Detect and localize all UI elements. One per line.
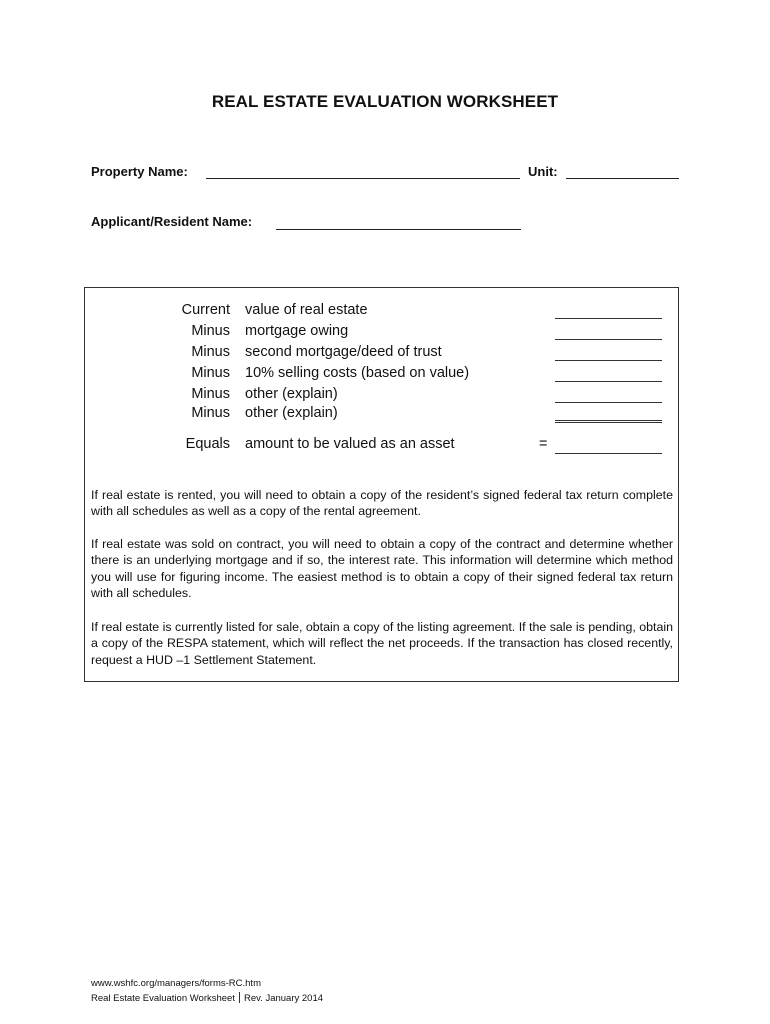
- current-value-field[interactable]: [555, 318, 662, 319]
- asset-value-field[interactable]: [555, 453, 662, 454]
- page-title: REAL ESTATE EVALUATION WORKSHEET: [211, 92, 559, 111]
- rented-instructions: If real estate is rented, you will need to obtain a copy of the resident’s signed federal tax return complete with all schedules as well as a copy of the rental agreement.: [91, 488, 673, 519]
- mortgage-owing-field[interactable]: [555, 339, 662, 340]
- listed-sale-instructions: If real estate is currently listed for sale, obtain a copy of the listing agreement. If the sale is pending, obtain a copy of the RESPA statement, which will reflect the net proceeds. If the transaction has closed recently, request a HUD –1 Settlement Statement.: [91, 620, 673, 667]
- row-operator: Minus: [191, 344, 230, 360]
- other-explain-field-2[interactable]: [555, 420, 662, 423]
- row-operator: Current: [181, 302, 230, 318]
- equals-sign: =: [539, 436, 548, 452]
- second-mortgage-field[interactable]: [555, 360, 662, 361]
- equals-operator: Equals: [185, 436, 230, 452]
- row-operator: Minus: [191, 365, 230, 381]
- other-explain-field-1[interactable]: [555, 402, 662, 403]
- selling-costs-field[interactable]: [555, 381, 662, 382]
- row-description: other (explain): [245, 386, 338, 402]
- unit-label: Unit:: [528, 164, 558, 179]
- row-description: value of real estate: [245, 302, 368, 318]
- row-description: 10% selling costs (based on value): [245, 365, 470, 381]
- row-operator: Minus: [191, 386, 230, 402]
- property-name-label: Property Name:: [91, 164, 188, 179]
- unit-field[interactable]: [566, 178, 679, 179]
- contract-sale-instructions: If real estate was sold on contract, you will need to obtain a copy of the contract and determine whether there is an underlying mortgage and if so, the interest rate. This information will determine which method you will use for figuring income. The easiest method is to obtain a copy of their signed federal tax return with all schedules.: [91, 537, 673, 600]
- footer-revision-line: [91, 992, 323, 1004]
- footer-revision: Rev. January 2014: [243, 993, 324, 1004]
- footer-url: www.wshfc.org/managers/forms-RC.htm: [91, 978, 261, 989]
- applicant-name-label: Applicant/Resident Name:: [91, 214, 253, 229]
- total-description: amount to be valued as an asset: [245, 436, 455, 452]
- row-description: mortgage owing: [245, 323, 349, 339]
- row-description: other (explain): [245, 405, 338, 421]
- row-operator: Minus: [191, 323, 230, 339]
- row-operator: Minus: [191, 405, 230, 421]
- row-description: second mortgage/deed of trust: [245, 344, 442, 360]
- property-name-field[interactable]: [206, 178, 520, 179]
- footer-divider: [239, 992, 240, 1003]
- applicant-name-field[interactable]: [276, 229, 521, 230]
- footer-doc-name: Real Estate Evaluation Worksheet: [91, 993, 235, 1004]
- calculation-box: [84, 287, 679, 682]
